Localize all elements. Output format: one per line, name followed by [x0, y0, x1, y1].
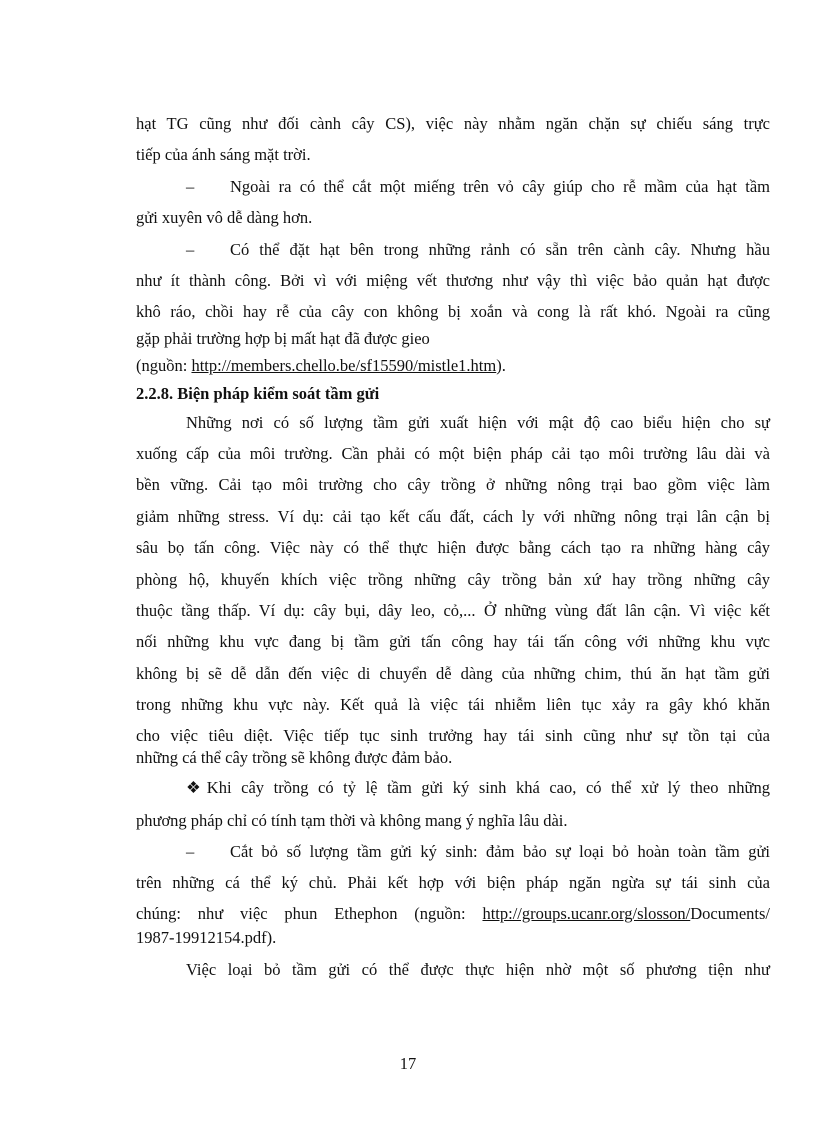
source-link[interactable]: http://members.chello.be/sf15590/mistle1.htm	[191, 356, 497, 375]
text-line: trong những khu vực này. Kết quả là việc tái nhiễm liên tục xảy ra gây khó khăn	[136, 695, 770, 714]
text-line: gửi xuyên vô dễ dàng hơn.	[136, 208, 313, 227]
text-line: 1987-19912154.pdf).	[136, 928, 277, 947]
diamond-bullet-icon: ❖	[186, 778, 201, 797]
text-span: Documents/	[690, 904, 770, 923]
text-line: như ít thành công. Bởi vì với miệng vết thương như vậy thì việc bảo quản hạt được	[136, 271, 770, 290]
source-prefix: (nguồn:	[136, 356, 192, 375]
text-span: Có thể đặt hạt bên trong những rảnh có sẵn trên cành cây. Nhưng hầu	[230, 240, 770, 259]
section-heading: 2.2.8. Biện pháp kiểm soát tầm gửi	[136, 384, 380, 403]
text-line: phương pháp chỉ có tính tạm thời và không mang ý nghĩa lâu dài.	[136, 811, 568, 830]
text-line: Những nơi có số lượng tầm gửi xuất hiện với mật độ cao biểu hiện cho sự	[186, 413, 770, 432]
page-number: 17	[399, 1054, 417, 1073]
source-suffix: ).	[496, 356, 506, 375]
text-line: bền vững. Cải tạo môi trường cho cây trồng ở những nông trại bao gồm việc làm	[136, 475, 770, 494]
text-line: phòng hộ, khuyến khích việc trồng những cây trồng bản xứ hay trồng những cây	[136, 570, 770, 589]
text-line: những cá thể cây trồng sẽ không được đảm bảo.	[136, 748, 453, 767]
text-line	[136, 177, 770, 197]
text-line: cho việc tiêu diệt. Việc tiếp tục sinh trưởng hay tái sinh cũng như sự tồn tại của	[136, 726, 770, 745]
text-line	[136, 356, 770, 376]
text-line	[136, 842, 770, 862]
text-line: hạt TG cũng như đối cành cây CS), việc này nhằm ngăn chặn sự chiếu sáng trực	[136, 114, 770, 133]
text-line: xuống cấp của môi trường. Cần phải có một biện pháp cải tạo môi trường lâu dài và	[136, 444, 770, 463]
text-line: trên những cá thể ký chủ. Phải kết hợp với biện pháp ngăn ngừa sự tái sinh của	[136, 873, 770, 892]
text-line: sâu bọ tấn công. Việc này có thể thực hiện được bằng cách tạo ra những hàng cây	[136, 538, 770, 557]
text-span: Khi cây trồng có tỷ lệ tầm gửi ký sinh khá cao, có thể xử lý theo những	[206, 778, 770, 797]
text-line: không bị sẽ dễ dẫn đến việc di chuyển dễ dàng của những chim, thú ăn hạt tầm gửi	[136, 664, 770, 683]
text-line: gặp phải trường hợp bị mất hạt đã được gieo	[136, 329, 430, 348]
text-line: tiếp của ánh sáng mặt trời.	[136, 145, 311, 164]
dash-marker: –	[186, 842, 195, 861]
text-span: Ngoài ra có thể cắt một miếng trên vỏ cây giúp cho rễ mầm của hạt tầm	[230, 177, 770, 196]
text-line: Việc loại bỏ tầm gửi có thể được thực hiện nhờ một số phương tiện như	[186, 960, 770, 979]
text-span: chúng: như việc phun Ethephon (nguồn:	[136, 904, 483, 923]
text-line: giảm những stress. Ví dụ: cải tạo kết cấu đất, cách ly với những nông trại lân cận bị	[136, 507, 770, 526]
text-line	[136, 904, 770, 924]
text-span: Cắt bỏ số lượng tầm gửi ký sinh: đảm bảo sự loại bỏ hoàn toàn tầm gửi	[230, 842, 770, 861]
dash-marker: –	[186, 240, 195, 259]
source-link[interactable]: http://groups.ucanr.org/slosson/	[482, 904, 691, 923]
text-line	[136, 240, 770, 260]
text-line: nối những khu vực đang bị tầm gửi tấn công hay tái tấn công với những khu vực	[136, 632, 770, 651]
text-line: khô ráo, chồi hay rễ của cây con không bị xoắn và cong là rất khó. Ngoài ra cũng	[136, 302, 770, 321]
text-line	[136, 778, 770, 798]
text-line: thuộc tầng thấp. Ví dụ: cây bụi, dây leo, cỏ,... Ở những vùng đất lân cận. Vì việc kết	[136, 601, 770, 620]
dash-marker: –	[186, 177, 195, 196]
